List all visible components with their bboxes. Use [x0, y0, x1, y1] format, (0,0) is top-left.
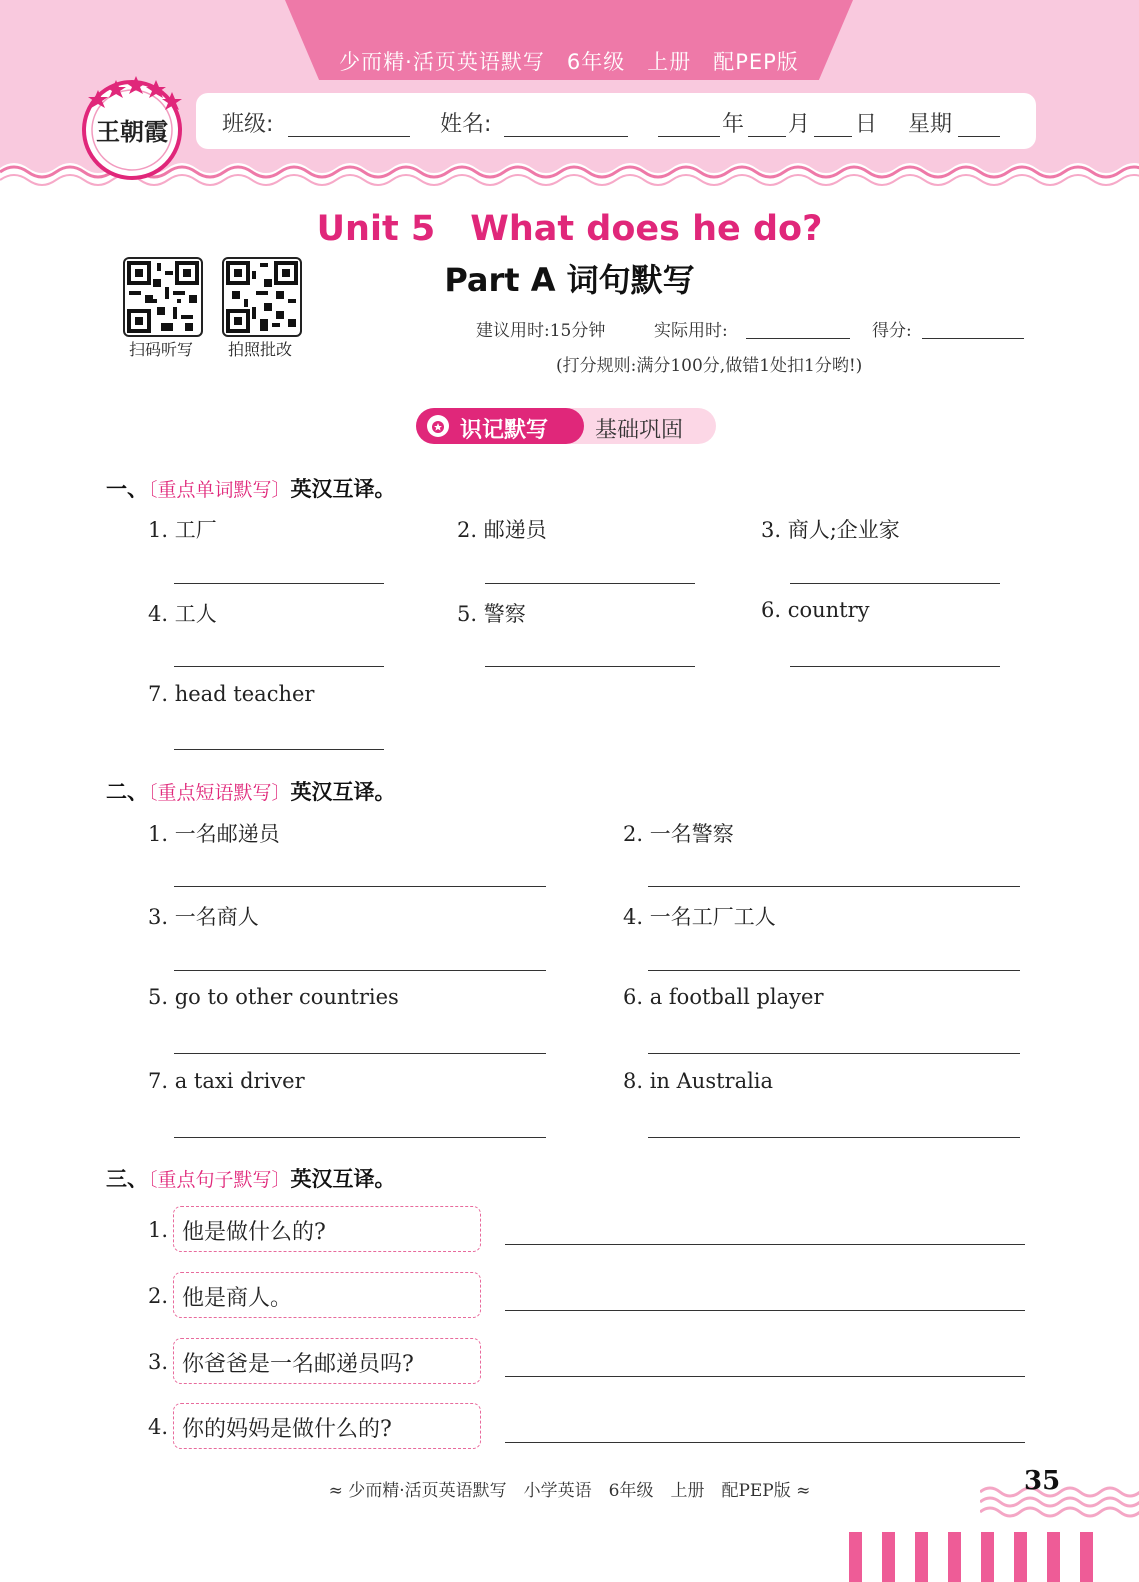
qr-code-listen[interactable]	[123, 257, 203, 337]
class-label: 班级:	[222, 112, 274, 137]
footer-stripe	[882, 1532, 895, 1582]
score-label: 得分:	[872, 321, 912, 341]
name-label: 姓名:	[440, 112, 492, 137]
weekday-field[interactable]	[958, 136, 1000, 137]
sentence-text: 他是商人。	[182, 1286, 293, 1311]
answer-line[interactable]	[174, 970, 546, 971]
year-field[interactable]	[658, 136, 720, 137]
footer-stripe	[981, 1532, 994, 1582]
month-field[interactable]	[748, 136, 786, 137]
section-2-tag: 〔重点短语默写〕	[148, 782, 291, 804]
section-2-number: 二、	[106, 780, 148, 804]
score-field[interactable]	[922, 338, 1024, 339]
answer-line[interactable]	[505, 1376, 1025, 1377]
name-field[interactable]	[504, 136, 628, 137]
answer-line[interactable]	[648, 886, 1020, 887]
word-item: 1. 工厂	[148, 518, 217, 542]
logo-text: 王朝霞	[96, 117, 168, 146]
footer-stripe	[948, 1532, 961, 1582]
day-field[interactable]	[814, 136, 852, 137]
answer-line[interactable]	[174, 583, 384, 584]
sentence-number: 1.	[148, 1218, 169, 1242]
qr-code-photo[interactable]	[222, 257, 302, 337]
actual-time-label: 实际用时:	[654, 321, 728, 341]
answer-line[interactable]	[174, 886, 546, 887]
section-1-instruction: 英汉互译。	[290, 477, 396, 501]
phrase-item: 8. in Australia	[623, 1069, 774, 1093]
part-title: Part A 词句默写	[444, 261, 695, 299]
footer-stripe	[849, 1532, 862, 1582]
actual-time-field[interactable]	[746, 338, 850, 339]
footer-stripe	[1080, 1532, 1093, 1582]
scoring-rule: (打分规则:满分100分,做错1处扣1分哟!)	[556, 356, 863, 376]
badge-left-text: 识记默写	[460, 418, 549, 443]
weekday-label: 星期	[908, 112, 953, 137]
qr-code-icon	[224, 259, 300, 335]
word-item: 6. country	[761, 598, 870, 622]
answer-line[interactable]	[505, 1244, 1025, 1245]
phrase-item: 4. 一名工厂工人	[623, 905, 776, 929]
sentence-text: 他是做什么的?	[182, 1220, 326, 1245]
phrase-item: 7. a taxi driver	[148, 1069, 305, 1093]
section-1-tag: 〔重点单词默写〕	[148, 479, 291, 501]
phrase-item: 2. 一名警察	[623, 822, 734, 846]
word-item: 5. 警察	[457, 602, 526, 626]
suggested-time: 建议用时:15分钟	[476, 321, 606, 341]
section-3-heading	[106, 1163, 396, 1193]
answer-line[interactable]	[174, 749, 384, 750]
answer-line[interactable]	[648, 1137, 1020, 1138]
section-3-instruction: 英汉互译。	[290, 1167, 396, 1191]
word-item: 4. 工人	[148, 602, 217, 626]
section-3-number: 三、	[106, 1167, 148, 1191]
page-number: 35	[1024, 1466, 1061, 1496]
medal-icon	[426, 414, 450, 438]
section-1-heading	[106, 473, 396, 503]
word-item: 3. 商人;企业家	[761, 518, 900, 542]
answer-line[interactable]	[485, 666, 695, 667]
footer-text: ≈ 少而精·活页英语默写 小学英语 6年级 上册 配PEP版 ≈	[328, 1481, 811, 1501]
phrase-item: 5. go to other countries	[148, 985, 399, 1009]
answer-line[interactable]	[648, 970, 1020, 971]
word-item: 2. 邮递员	[457, 518, 547, 542]
section-2-instruction: 英汉互译。	[290, 780, 396, 804]
answer-line[interactable]	[505, 1442, 1025, 1443]
series-title: 少而精·活页英语默写 6年级 上册 配PEP版	[339, 50, 799, 74]
answer-line[interactable]	[174, 666, 384, 667]
word-item: 7. head teacher	[148, 682, 315, 706]
footer-stripe	[915, 1532, 928, 1582]
section-3-tag: 〔重点句子默写〕	[148, 1169, 291, 1191]
unit-title: Unit 5 What does he do?	[316, 209, 823, 249]
sentence-text: 你的妈妈是做什么的?	[182, 1417, 392, 1442]
sentence-number: 2.	[148, 1284, 169, 1308]
phrase-item: 6. a football player	[623, 985, 824, 1009]
answer-line[interactable]	[174, 1137, 546, 1138]
section-2-heading	[106, 776, 396, 806]
answer-line[interactable]	[174, 1053, 546, 1054]
answer-line[interactable]	[505, 1310, 1025, 1311]
answer-line[interactable]	[790, 666, 1000, 667]
answer-line[interactable]	[485, 583, 695, 584]
sentence-number: 4.	[148, 1415, 169, 1439]
qr-code-icon	[125, 259, 201, 335]
qr-listen-caption: 扫码听写	[128, 340, 193, 359]
class-field[interactable]	[288, 136, 410, 137]
footer-stripe	[1014, 1532, 1027, 1582]
month-label: 月	[788, 112, 811, 137]
qr-photo-caption: 拍照批改	[227, 340, 292, 359]
phrase-item: 3. 一名商人	[148, 905, 259, 929]
answer-line[interactable]	[648, 1053, 1020, 1054]
phrase-item: 1. 一名邮递员	[148, 822, 280, 846]
footer-stripe	[1047, 1532, 1060, 1582]
sentence-number: 3.	[148, 1350, 169, 1374]
badge-right-text: 基础巩固	[595, 418, 684, 443]
day-label: 日	[855, 112, 878, 137]
year-label: 年	[722, 112, 745, 137]
section-1-number: 一、	[106, 477, 148, 501]
brand-logo	[78, 72, 186, 180]
answer-line[interactable]	[790, 583, 1000, 584]
sentence-text: 你爸爸是一名邮递员吗?	[182, 1352, 414, 1377]
